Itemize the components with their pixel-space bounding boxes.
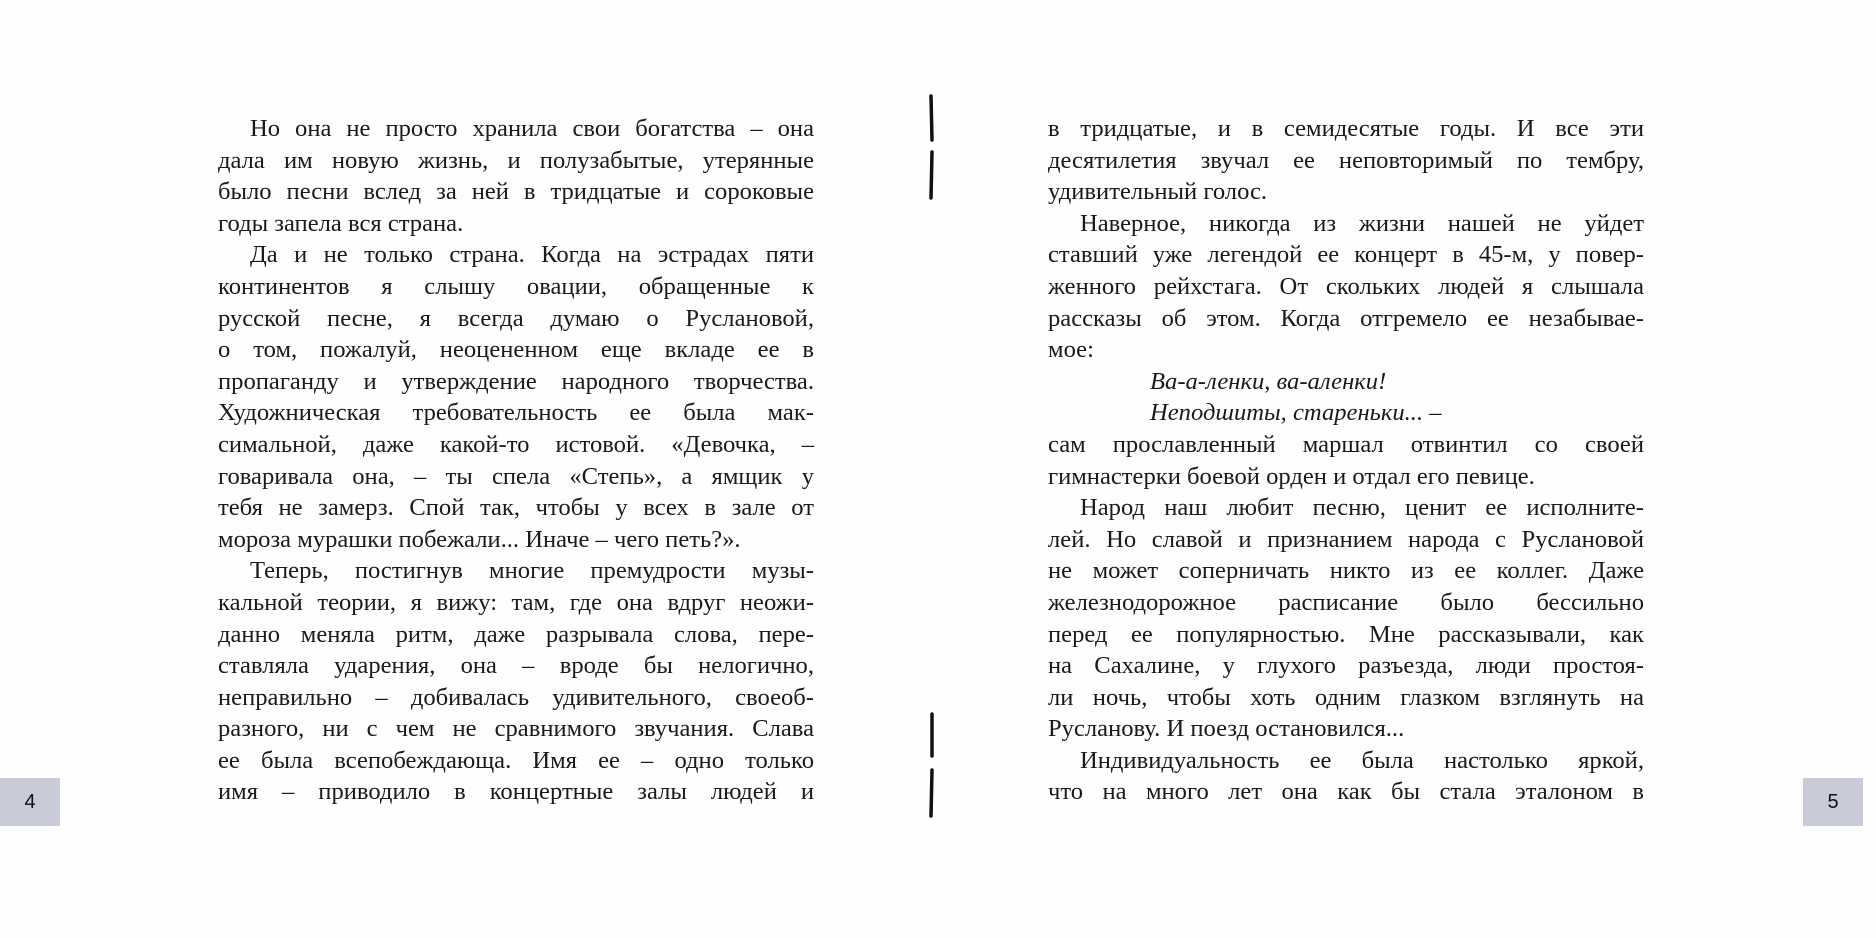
text-line: сам прославленный маршал отвинтил со своей [1048,430,1644,458]
text-line: на Сахалине, у глухого разъезда, люди простоя- [1048,652,1644,680]
text-line: Индивидуальность ее была настолько яркой, [1080,746,1644,774]
left-page-text [218,113,814,808]
text-line: симальной, даже какой-то истовой. «Девочка, – [218,430,814,458]
text-line: Но она не просто хранила свои богатства – она [250,115,814,142]
text-line: рассказы об этом. Когда отгремело ее незабывае- [1048,304,1644,332]
text-line: что на много лет она как бы стала эталоном в [1048,778,1644,806]
text-line: Да и не только страна. Когда на эстрадах пяти [250,241,814,269]
text-line: ставляла ударения, она – вроде бы нелогично, [218,652,814,680]
text-line: гимнастерки боевой орден и отдал его певице. [1048,462,1535,490]
page-number-right: 5 [1803,778,1863,826]
text-line: Теперь, постигнув многие премудрости музы- [250,557,814,585]
text-line: удивительный голос. [1048,178,1268,206]
page-number-left: 4 [0,778,60,826]
binding-stitch-bottom [929,712,935,818]
text-line: разного, ни с чем не сравнимого звучания. Слава [218,715,814,743]
text-line: десятилетия звучал ее неповторимый по тембру, [1048,146,1644,174]
text-line: Художническая требовательность ее была мак- [218,399,814,427]
text-line: ее была всепобеждающа. Имя ее – одно только [218,746,814,774]
text-line: мое: [1048,336,1094,364]
text-line: не может соперничать никто из ее коллег. Даже [1048,557,1644,585]
text-line: ставший уже легендой ее концерт в 45-м, у повер- [1048,241,1644,269]
binding-stitch-top [929,94,935,200]
text-line: было песни вслед за ней в тридцатые и сороковые [218,178,814,206]
text-line: женного рейхстага. От скольких людей я слышала [1048,272,1644,300]
text-line: Русланову. И поезд остановился... [1048,715,1405,743]
right-page-text [1048,113,1644,808]
text-line: перед ее популярностью. Мне рассказывали, как [1048,620,1644,648]
text-line: тебя не замерз. Спой так, чтобы у всех в зале от [218,494,814,522]
verse-line: Неподшиты, стареньки... – [1150,399,1442,427]
text-line: пропаганду и утверждение народного творчества. [218,367,814,395]
text-line: имя – приводило в концертные залы людей и [218,778,814,806]
text-line: русской песне, я всегда думаю о Руслановой, [218,304,814,332]
text-line: ли ночь, чтобы хоть одним глазком взглянуть на [1048,683,1644,711]
text-line: Наверное, никогда из жизни нашей не уйдет [1080,209,1644,237]
text-line: неправильно – добивалась удивительного, своеоб- [218,683,814,711]
text-line: дала им новую жизнь, и полузабытые, утерянные [218,146,814,174]
verse-line: Ва-а-ленки, ва-аленки! [1150,367,1387,395]
text-line: говаривала она, – ты спела «Степь», а ямщик у [218,462,814,490]
text-line: Народ наш любит песню, ценит ее исполните- [1080,494,1644,522]
text-line: лей. Но славой и признанием народа с Руслановой [1048,525,1644,553]
text-line: континентов я слышу овации, обращенные к [218,272,814,300]
text-line: мороза мурашки побежали... Иначе – чего петь?». [218,525,741,553]
text-line: кальной теории, я вижу: там, где она вдруг неожи- [218,588,814,616]
text-line: железнодорожное расписание было бессильно [1048,588,1644,616]
text-line: о том, пожалуй, неоцененном еще вкладе ее в [218,336,814,364]
text-line: в тридцатые, и в семидесятые годы. И все эти [1048,115,1644,142]
text-line: данно меняла ритм, даже разрывала слова, пере- [218,620,814,648]
text-line: годы запела вся страна. [218,209,464,237]
